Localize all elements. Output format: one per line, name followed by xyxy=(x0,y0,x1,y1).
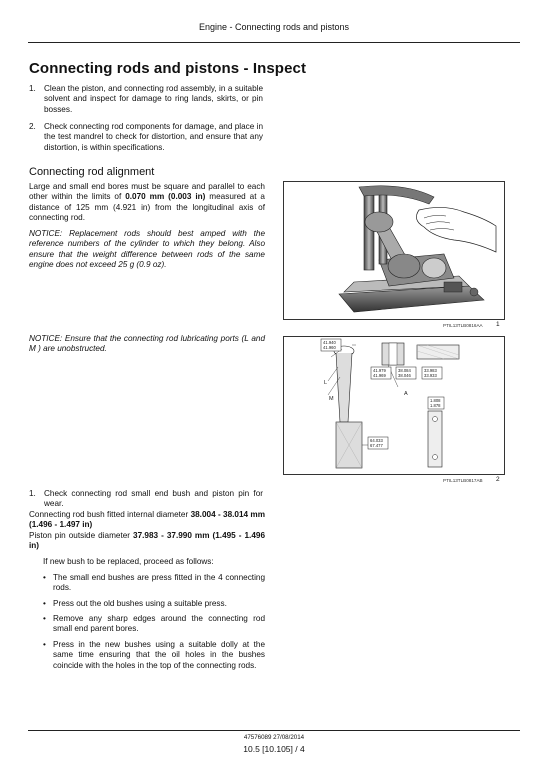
step-text: Clean the piston, and connecting rod assembly, in a suitable solvent and inspect for damage to ring lands, skirts, or pin bosses. xyxy=(44,84,263,114)
step-text: Check connecting rod small end bush and piston pin for wear. xyxy=(44,489,263,509)
footer-page-number: 10.5 [10.105] / 4 xyxy=(243,744,305,754)
bullet-text: The small end bushes are press fitted in the 4 connecting rods. xyxy=(53,573,265,593)
dimensions-illustration xyxy=(284,337,504,474)
alignment-text-middle: measured at a distance of 125 mm (4.921 in) from the longitudinal axis of connecting rod. xyxy=(29,192,265,223)
bullet-text: Press in the new bushes using a suitable dolly at the same time ensuring that the oil holes in the bushes coincide with the holes in the top of the connecting rods. xyxy=(53,640,265,670)
measure-label: 38.046 xyxy=(398,373,411,378)
measure-label: 1.878 xyxy=(430,403,441,408)
pin-value: 37.983 - 37.990 mm (1.495 - 1.496 in) xyxy=(29,531,265,551)
step-number: 2. xyxy=(29,122,36,131)
measure-label: 33.933 xyxy=(424,373,437,378)
notice-text: Replacement rods should best amped with the reference numbers of the cylinder to which they belong. Also ensure that the weight difference between rods of the same engine does not exceed 25 g (0.9 oz). xyxy=(29,229,265,270)
bullet-item xyxy=(43,614,265,635)
alignment-limit: 0.070 mm (0.003 in) xyxy=(125,192,206,202)
page-title: Connecting rods and pistons - Inspect xyxy=(29,60,307,77)
notice-replacement-rods xyxy=(29,229,265,271)
notice-label: NOTICE: xyxy=(29,229,63,238)
mandrel-illustration xyxy=(284,182,504,319)
step-number: 1. xyxy=(29,489,36,498)
bush-value: 38.004 - 38.014 mm (1.496 - 1.497 in) xyxy=(29,510,265,530)
pin-label: Piston pin outside diameter xyxy=(29,531,134,540)
measure-label: 41.960 xyxy=(323,345,336,350)
measure-label: 67.477 xyxy=(370,443,383,448)
step-2 xyxy=(29,122,263,153)
measure-label: 64.033 xyxy=(370,438,383,443)
bullet-item xyxy=(43,640,265,671)
figure-1-connecting-rod-mandrel xyxy=(283,181,505,320)
step-check-bush xyxy=(29,489,263,510)
measure-label: 33.983 xyxy=(424,368,437,373)
figure-2-number: 2 xyxy=(496,476,500,483)
figure-1-code: PTIL13TLB0816AA xyxy=(443,323,483,328)
step-1 xyxy=(29,84,263,115)
pin-diameter-spec xyxy=(29,531,265,552)
bullet-mark: • xyxy=(43,614,46,623)
notice-lubricating-ports xyxy=(29,334,265,355)
measure-label: 1.808 xyxy=(430,398,441,403)
bush-replace-intro: If new bush to be replaced, proceed as follows: xyxy=(43,557,214,566)
measure-label: 38.084 xyxy=(398,368,411,373)
bullet-mark: • xyxy=(43,599,46,608)
bullet-text: Remove any sharp edges around the connecting rod small end parent bores. xyxy=(53,614,265,634)
alignment-text-before: Large and small end bores must be square and parallel to each other within the limits of xyxy=(29,182,265,202)
footer-doc-code: 47576089 27/08/2014 xyxy=(243,734,305,741)
figure-2-dimensions-diagram xyxy=(283,336,505,475)
measure-label: 41.969 xyxy=(373,373,386,378)
alignment-heading: Connecting rod alignment xyxy=(29,166,155,178)
bush-diameter-spec xyxy=(29,510,265,531)
footer-rule xyxy=(28,730,520,731)
running-header: Engine - Connecting rods and pistons xyxy=(198,22,350,32)
bullet-mark: • xyxy=(43,573,46,582)
alignment-paragraph xyxy=(29,182,265,224)
notice-text: Ensure that the connecting rod lubricating ports (L and M ) are unobstructed. xyxy=(29,334,265,354)
header-rule xyxy=(28,42,520,43)
notice-label: NOTICE: xyxy=(29,334,63,343)
measure-label: 41.940 xyxy=(323,340,336,345)
label-a: A xyxy=(404,391,408,397)
step-number: 1. xyxy=(29,84,36,93)
label-l: L xyxy=(324,380,328,386)
bullet-item xyxy=(43,599,265,609)
step-text: Check connecting rod components for damage, and place in the test mandrel to check for distortion, and ensure that any distortion, is within specifications. xyxy=(44,122,263,152)
bullet-mark: • xyxy=(43,640,46,649)
figure-2-code: PTIL13TLB0817AB xyxy=(443,478,483,483)
bush-label: Connecting rod bush fitted internal diameter xyxy=(29,510,191,519)
measure-label: 41.979 xyxy=(373,368,386,373)
figure-1-number: 1 xyxy=(496,321,500,328)
label-m: M xyxy=(329,396,334,402)
bullet-item xyxy=(43,573,265,594)
bullet-text: Press out the old bushes using a suitable press. xyxy=(53,599,227,608)
